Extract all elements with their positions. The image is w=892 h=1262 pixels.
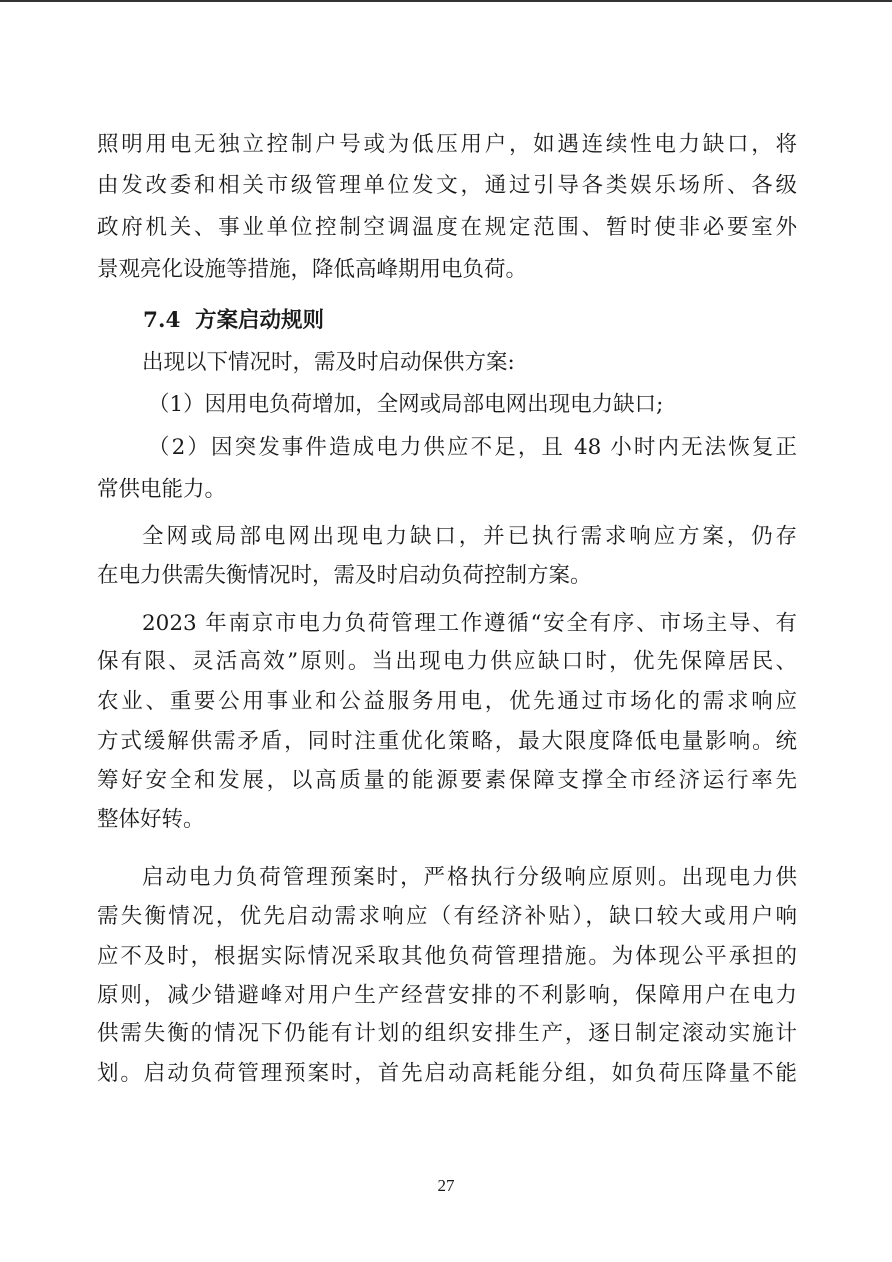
- paragraph-line: 筹好安全和发展，以高质量的能源要素保障支撑全市经济运行率先: [97, 768, 797, 793]
- paragraph-line: 全网或局部电网出现电力缺口，并已执行需求响应方案，仍存: [142, 524, 797, 549]
- paragraph-line: 需失衡情况，优先启动需求响应（有经济补贴），缺口较大或用户响: [97, 904, 797, 929]
- body-line: 由发改委和相关市级管理单位发文，通过引导各类娱乐场所、各级: [97, 173, 797, 198]
- paragraph-line: 原则，减少错避峰对用户生产经营安排的不利影响，保障用户在电力: [97, 983, 797, 1008]
- paragraph-line: 在电力供需失衡情况时，需及时启动负荷控制方案。: [97, 563, 592, 588]
- list-item-continuation: 常供电能力。: [97, 477, 227, 502]
- body-line: 照明用电无独立控制户号或为低压用户，如遇连续性电力缺口，将: [97, 132, 797, 157]
- section-heading: [143, 307, 843, 335]
- list-item: （1）因用电负荷增加，全网或局部电网出现电力缺口;: [148, 392, 664, 417]
- body-line: 景观亮化设施等措施，降低高峰期用电负荷。: [97, 257, 528, 282]
- list-item: （2）因突发事件造成电力供应不足，且 48 小时内无法恢复正: [148, 435, 797, 460]
- page-number: 27: [437, 1176, 455, 1195]
- section-number: 7.4: [143, 308, 181, 333]
- paragraph-line: 应不及时，根据实际情况采取其他负荷管理措施。为体现公平承担的: [97, 944, 797, 969]
- paragraph-line: 2023 年南京市电力负荷管理工作遵循“安全有序、市场主导、有: [142, 611, 797, 636]
- paragraph-line: 方式缓解供需矛盾，同时注重优化策略，最大限度降低电量影响。统: [97, 729, 797, 754]
- paragraph-line: 供需失衡的情况下仍能有计划的组织安排生产，逐日制定滚动实施计: [97, 1021, 797, 1046]
- page-top-border: [0, 0, 892, 2]
- paragraph-line: 保有限、灵活高效”原则。当出现电力供应缺口时，优先保障居民、: [97, 649, 797, 674]
- paragraph-line: 启动电力负荷管理预案时，严格执行分级响应原则。出现电力供: [142, 865, 797, 890]
- paragraph-line: 划。启动负荷管理预案时，首先启动高耗能分组，如负荷压降量不能: [97, 1061, 797, 1086]
- paragraph-line: 整体好转。: [97, 807, 205, 832]
- intro-line: 出现以下情况时，需及时启动保供方案:: [142, 350, 515, 375]
- section-title: 方案启动规则: [195, 308, 325, 333]
- body-line: 政府机关、事业单位控制空调温度在规定范围、暂时使非必要室外: [97, 215, 797, 240]
- paragraph-line: 农业、重要公用事业和公益服务用电，优先通过市场化的需求响应: [97, 689, 797, 714]
